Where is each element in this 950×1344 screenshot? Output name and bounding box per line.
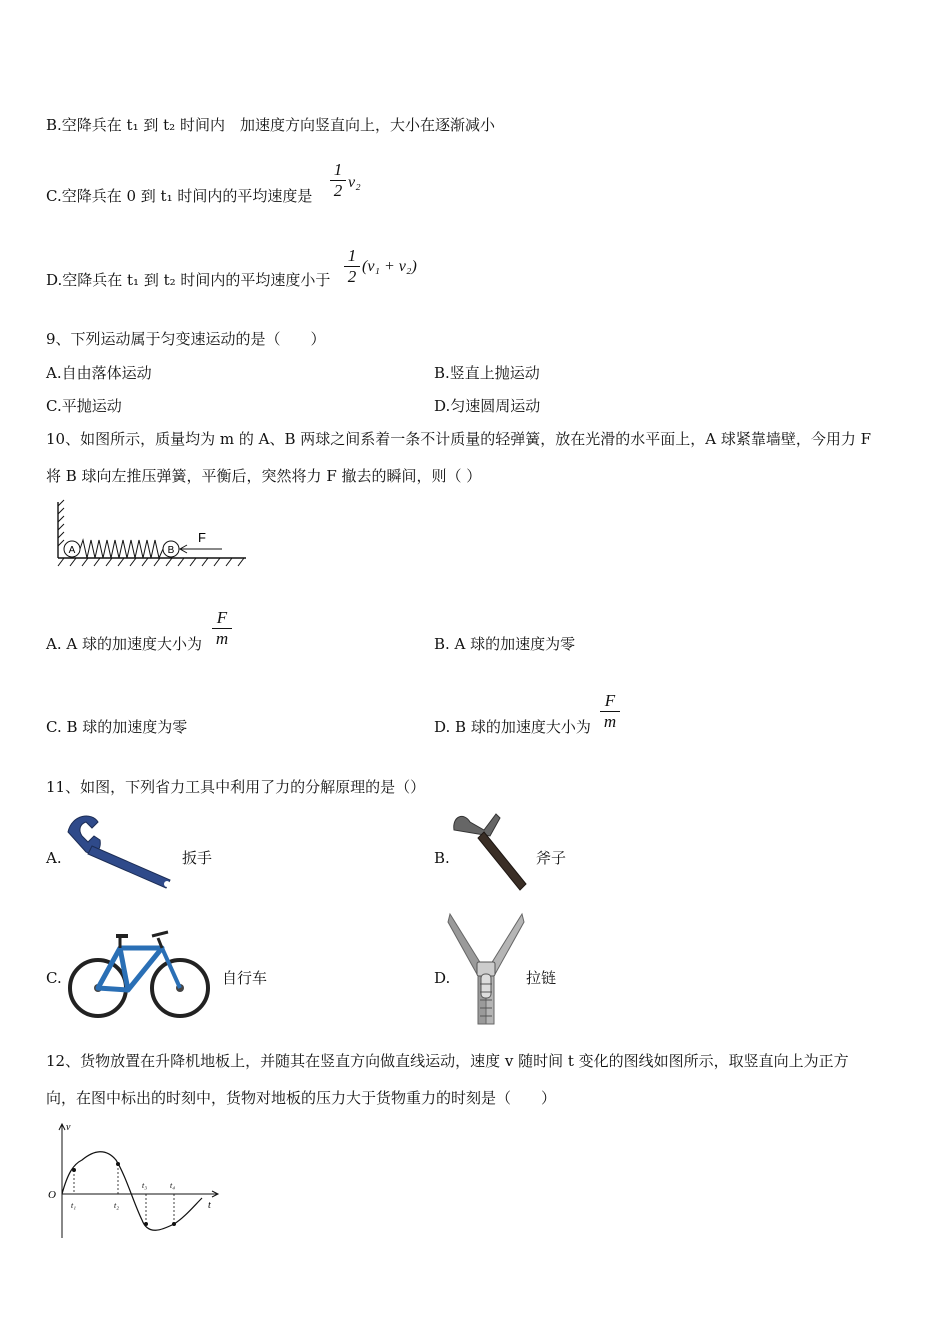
q8-option-b: B.空降兵在 t₁ 到 t₂ 时间内 加速度方向竖直向上，大小在逐渐减小: [46, 116, 495, 134]
q10-option-d-fraction: [600, 691, 620, 732]
v-axis-label: v: [66, 1122, 71, 1133]
fraction-denominator: m: [600, 711, 620, 732]
q9-option-c: C.平抛运动: [46, 397, 122, 415]
ball-b-label: B: [167, 545, 175, 556]
axe-image: [450, 812, 530, 894]
fraction-denominator: 2: [344, 266, 360, 287]
force-label: F: [198, 530, 206, 545]
fraction-numerator: 1: [347, 246, 357, 265]
q8-option-d-tail: (v₁ + v₂): [362, 258, 417, 275]
q11-option-b-label: 斧子: [536, 849, 567, 867]
t2-label: t₂: [114, 1201, 120, 1210]
q8-option-c: C.空降兵在 0 到 t₁ 时间内的平均速度是: [46, 187, 313, 205]
q11-option-c-label: 自行车: [222, 969, 268, 987]
q10-stem-line1: 10、如图所示，质量均为 m 的 A、B 两球之间系着一条不计质量的轻弹簧，放在光滑的水平面上，A 球紧靠墙壁，今用力 F: [46, 430, 872, 448]
spring-diagram: [50, 500, 250, 570]
q8-option-d: D.空降兵在 t₁ 到 t₂ 时间内的平均速度小于: [46, 271, 331, 289]
q10-stem-line2: 将 B 球向左推压弹簧，平衡后，突然将力 F 撤去的瞬间，则（ ）: [46, 467, 482, 485]
q8-option-c-tail: v₂: [348, 174, 361, 191]
q9-stem: 9、下列运动属于匀变速运动的是（ ）: [46, 330, 326, 348]
q11-option-d-label: 拉链: [526, 969, 557, 987]
q10-option-a: A. A 球的加速度大小为: [46, 635, 202, 653]
spring: [80, 540, 163, 558]
q10-option-c: C. B 球的加速度为零: [46, 718, 188, 736]
q11-option-c: C.: [46, 969, 62, 987]
ball-a-label: A: [68, 545, 76, 556]
wrench-image: [62, 812, 180, 892]
q9-option-b: B.竖直上抛运动: [434, 364, 540, 382]
q9-option-d: D.匀速圆周运动: [434, 397, 541, 415]
q8-option-c-fraction: [330, 160, 346, 201]
origin-label: O: [48, 1189, 56, 1201]
fraction-denominator: m: [212, 628, 232, 649]
fraction-denominator: 2: [330, 180, 346, 201]
q9-option-a: A.自由落体运动: [46, 364, 152, 382]
fraction-numerator: 1: [333, 160, 343, 179]
q12-stem-line2: 向，在图中标出的时刻中，货物对地板的压力大于货物重力的时刻是（ ）: [46, 1089, 557, 1107]
velocity-time-graph: [46, 1120, 222, 1244]
q8-option-d-fraction: [344, 246, 360, 287]
q11-option-a-label: 扳手: [182, 849, 213, 867]
velocity-curve: [62, 1152, 202, 1231]
t3-label: t₃: [142, 1181, 148, 1190]
q11-stem: 11、如图，下列省力工具中利用了力的分解原理的是（）: [46, 778, 426, 796]
t4-label: t₄: [170, 1181, 176, 1190]
t-axis-label: t: [208, 1200, 211, 1211]
q10-option-d: D. B 球的加速度大小为: [434, 718, 591, 736]
q12-stem-line1: 12、货物放置在升降机地板上，并随其在竖直方向做直线运动，速度 v 随时间 t 变化的图线如图所示，取竖直向上为正方: [46, 1052, 849, 1070]
q11-option-d: D.: [434, 969, 451, 987]
q10-option-a-fraction: [212, 608, 232, 649]
q11-option-b: B.: [434, 849, 450, 867]
q10-option-b: B. A 球的加速度为零: [434, 635, 576, 653]
q11-option-a: A.: [46, 849, 62, 867]
zipper-image: [448, 914, 524, 1024]
bicycle-image: [66, 926, 212, 1020]
t1-label: t₁: [71, 1201, 77, 1210]
fraction-numerator: F: [216, 608, 228, 627]
fraction-numerator: F: [604, 691, 616, 710]
